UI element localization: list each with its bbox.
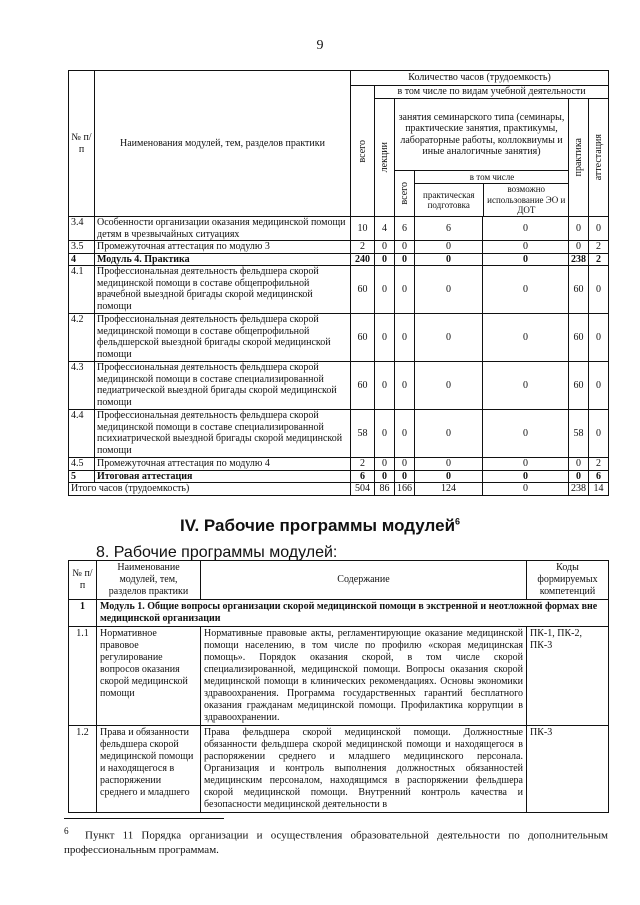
header-attestation: аттестация [589, 99, 609, 217]
row-num: 3.4 [69, 217, 95, 241]
row-practice: 60 [569, 314, 589, 362]
row-total: 60 [351, 362, 375, 410]
row-lectures: 0 [375, 241, 395, 254]
programs-header-content: Содержание [201, 561, 527, 600]
footnote-ref: 6 [455, 516, 461, 527]
program-name: Нормативное правовое регулирование вопросов оказания скорой медицинской помощи [97, 627, 201, 726]
programs-table [68, 560, 609, 813]
row-practical: 0 [415, 314, 483, 362]
row-distance: 0 [483, 314, 569, 362]
header-distance: возможно использование ЭО и ДОТ [487, 184, 566, 216]
row-num: 4.1 [69, 266, 95, 314]
row-total: 2 [351, 458, 375, 471]
header-sem-total: всего [395, 171, 415, 217]
program-row [69, 726, 609, 813]
header-including: в том числе [415, 171, 569, 184]
header-lectures: лекции [375, 99, 395, 217]
row-name: Итоговая аттестация [95, 470, 351, 483]
row-seminar-total: 0 [395, 362, 415, 410]
row-attestation: 0 [589, 362, 609, 410]
row-num: 3.5 [69, 241, 95, 254]
row-name: Особенности организации оказания медицинской помощи детям в чрезвычайных ситуациях [95, 217, 351, 241]
program-codes: ПК-1, ПК-2, ПК-3 [527, 627, 609, 726]
section-title: IV. Рабочие программы модулей$^6$ [179, 516, 461, 535]
program-name: Права и обязанности фельдшера скорой медицинской помощи и находящегося в распоряжении среднего и младшего [97, 726, 201, 813]
row-seminar-total: 0 [395, 253, 415, 266]
row-num: 4.4 [69, 410, 95, 458]
row-total: 60 [351, 314, 375, 362]
row-practical: 0 [415, 410, 483, 458]
total-dist: 0 [483, 483, 569, 496]
row-total: 240 [351, 253, 375, 266]
total-practice: 238 [569, 483, 589, 496]
row-practice: 0 [569, 470, 589, 483]
total-sem: 166 [395, 483, 415, 496]
row-practice: 58 [569, 410, 589, 458]
footnote [64, 826, 608, 857]
row-name: Профессиональная деятельность фельдшера скорой медицинской помощи в составе общепрофильной фельдшерской выездной бригады скорой медицинской помощи [95, 314, 351, 362]
header-hours: Количество часов (трудоемкость) [351, 71, 609, 86]
program-row [69, 627, 609, 726]
row-attestation: 0 [589, 410, 609, 458]
header-including-group [415, 171, 569, 217]
row-name: Промежуточная аттестация по модулю 4 [95, 458, 351, 471]
hours-row [69, 470, 609, 483]
programs-header-name: Наименование модулей, тем, разделов практики [97, 561, 201, 600]
row-num: 5 [69, 470, 95, 483]
module-num: 1 [69, 600, 97, 627]
footnote-divider [64, 818, 224, 819]
module-title: Модуль 1. Общие вопросы организации скорой медицинской помощи в экстренной и неотложной формах вне медицинской организации [97, 600, 609, 627]
row-total: 60 [351, 266, 375, 314]
program-num: 1.1 [69, 627, 97, 726]
row-distance: 0 [483, 241, 569, 254]
hours-total-row [69, 483, 609, 496]
page-number: 9 [316, 38, 324, 53]
header-num: № п/п [69, 71, 95, 217]
row-num: 4.5 [69, 458, 95, 471]
footnote-mark: 6 [64, 826, 69, 836]
row-lectures: 4 [375, 217, 395, 241]
row-total: 2 [351, 241, 375, 254]
row-practice: 0 [569, 217, 589, 241]
row-practical: 0 [415, 253, 483, 266]
hours-row [69, 314, 609, 362]
row-num: 4.2 [69, 314, 95, 362]
row-total: 58 [351, 410, 375, 458]
row-attestation: 0 [589, 266, 609, 314]
program-content: Права фельдшера скорой медицинской помощи. Должностные обязанности фельдшера скорой медицинской помощи и находящегося в распоряжении среднего и младшего медицинского персонала. Организация и контроль выполнения должностных обязанностей медицинским персоналом, находящимся в распоряжении фельдшера скорой медицинской помощи. Внутренний контроль качества и безопасности медицинской деятельности в [201, 726, 527, 813]
row-seminar-total: 0 [395, 314, 415, 362]
row-lectures: 0 [375, 253, 395, 266]
row-attestation: 2 [589, 458, 609, 471]
row-distance: 0 [483, 410, 569, 458]
row-seminar-total: 0 [395, 410, 415, 458]
program-codes: ПК-3 [527, 726, 609, 813]
hours-row [69, 410, 609, 458]
footnote-text: Пункт 11 Порядка организации и осуществления образовательной деятельности по дополнительным профессиональным программам. [64, 829, 608, 856]
row-lectures: 0 [375, 410, 395, 458]
header-total: всего [351, 86, 375, 217]
row-practice: 60 [569, 266, 589, 314]
row-name: Модуль 4. Практика [95, 253, 351, 266]
header-practice: практика [569, 99, 589, 217]
hours-row [69, 458, 609, 471]
header-name: Наименования модулей, тем, разделов практики [95, 71, 351, 217]
row-lectures: 0 [375, 314, 395, 362]
header-seminar: занятия семинарского типа (семинары, практические занятия, практикумы, лабораторные работы, коллоквиумы и иные аналогичные занятия) [395, 99, 569, 171]
subsection-title: 8. Рабочие программы модулей: [96, 544, 338, 561]
row-num: 4.3 [69, 362, 95, 410]
row-practical: 6 [415, 217, 483, 241]
row-distance: 0 [483, 217, 569, 241]
row-seminar-total: 0 [395, 266, 415, 314]
hours-row [69, 217, 609, 241]
hours-row [69, 241, 609, 254]
total-prac: 124 [415, 483, 483, 496]
hours-row [69, 253, 609, 266]
row-attestation: 2 [589, 241, 609, 254]
row-practical: 0 [415, 458, 483, 471]
row-practical: 0 [415, 470, 483, 483]
total-lec: 86 [375, 483, 395, 496]
program-content: Нормативные правовые акты, регламентирующие оказание медицинской помощи населению, в том числе по профилю «скорая медицинская помощь». Порядок оказания скорой, в том числе скорой специализированной, медицинской помощи. Вопросы оказания скорой медицинской помощи в клинических рекомендациях. Основы экономики здравоохранения. Программа государственных гарантий бесплатного оказания гражданам медицинской помощи. Профилактика коррупции в здравоохранении. [201, 627, 527, 726]
row-practice: 0 [569, 241, 589, 254]
row-lectures: 0 [375, 458, 395, 471]
row-name: Профессиональная деятельность фельдшера скорой медицинской помощи в составе общепрофильной врачебной выездной бригады скорой медицинской помощи [95, 266, 351, 314]
row-name: Промежуточная аттестация по модулю 3 [95, 241, 351, 254]
row-distance: 0 [483, 470, 569, 483]
row-name: Профессиональная деятельность фельдшера скорой медицинской помощи в составе специализированной педиатрической выездной бригады скорой медицинской помощи [95, 362, 351, 410]
program-num: 1.2 [69, 726, 97, 813]
header-by-type: в том числе по видам учебной деятельности [375, 86, 609, 99]
programs-header-codes: Коды формируемых компетенций [527, 561, 609, 600]
hours-row [69, 266, 609, 314]
row-practical: 0 [415, 241, 483, 254]
row-attestation: 0 [589, 217, 609, 241]
row-attestation: 0 [589, 314, 609, 362]
row-seminar-total: 0 [395, 470, 415, 483]
programs-header-num: № п/п [69, 561, 97, 600]
row-attestation: 6 [589, 470, 609, 483]
row-practice: 0 [569, 458, 589, 471]
total-label: Итого часов (трудоемкость) [69, 483, 351, 496]
row-distance: 0 [483, 266, 569, 314]
row-total: 6 [351, 470, 375, 483]
row-attestation: 2 [589, 253, 609, 266]
row-distance: 0 [483, 458, 569, 471]
row-name: Профессиональная деятельность фельдшера скорой медицинской помощи в составе специализированной психиатрической выездной бригады скорой медицинской помощи [95, 410, 351, 458]
row-lectures: 0 [375, 362, 395, 410]
hours-row [69, 362, 609, 410]
row-practice: 60 [569, 362, 589, 410]
row-seminar-total: 0 [395, 241, 415, 254]
row-distance: 0 [483, 253, 569, 266]
row-lectures: 0 [375, 266, 395, 314]
row-lectures: 0 [375, 470, 395, 483]
total-total: 504 [351, 483, 375, 496]
row-seminar-total: 0 [395, 458, 415, 471]
row-num: 4 [69, 253, 95, 266]
row-practical: 0 [415, 362, 483, 410]
total-att: 14 [589, 483, 609, 496]
row-seminar-total: 6 [395, 217, 415, 241]
row-total: 10 [351, 217, 375, 241]
row-practical: 0 [415, 266, 483, 314]
row-practice: 238 [569, 253, 589, 266]
row-distance: 0 [483, 362, 569, 410]
hours-table [68, 70, 609, 496]
header-practical: практическая подготовка [415, 184, 483, 217]
